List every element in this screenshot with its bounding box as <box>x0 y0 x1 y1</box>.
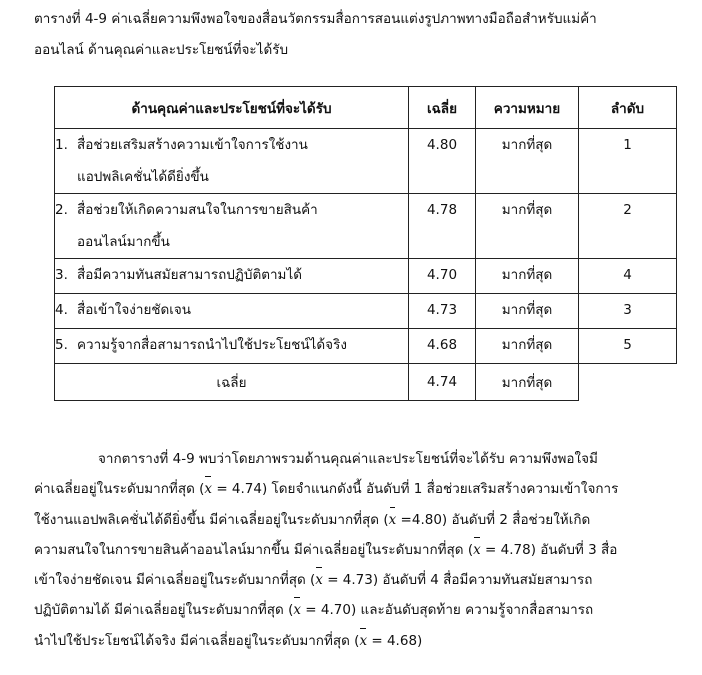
header-aspect: ด้านคุณค่าและประโยชน์ที่จะได้รับ <box>55 87 409 129</box>
paragraph-line: จากตารางที่ 4-9 พบว่าโดยภาพรวมด้านคุณค่าและประโยชน์ที่จะได้รับ ความพึงพอใจมี <box>98 451 598 467</box>
header-rank: ลำดับ <box>579 87 677 129</box>
header-mean: เฉลี่ย <box>409 87 476 129</box>
caption-line-1: ตารางที่ 4-9 ค่าเฉลี่ยความพึงพอใจของสื่อนวัตกรรมสื่อการสอนแต่งรูปภาพทางมือถือสำหรับแม่ค้า <box>34 11 597 27</box>
meaning-cell: มากที่สุด <box>476 294 579 329</box>
satisfaction-table <box>54 86 677 401</box>
paragraph-line: ค่าเฉลี่ยอยู่ในระดับมากที่สุด (x = 4.74) โดยจำแนกดังนี้ อันดับที่ 1 สื่อช่วยเสริมสร้างความเข้าใจการ <box>34 474 680 504</box>
x-bar-symbol: x <box>359 626 367 656</box>
average-row <box>55 364 677 401</box>
rank-cell: 4 <box>579 259 677 294</box>
x-bar-symbol: x <box>293 595 301 625</box>
rank-cell: 3 <box>579 294 677 329</box>
item-number: 4. <box>55 302 68 318</box>
item-text-line-1: สื่อเข้าใจง่ายชัดเจน <box>77 302 192 318</box>
x-bar-symbol: x <box>473 535 481 565</box>
mean-cell: 4.73 <box>409 294 476 329</box>
item-number: 3. <box>55 267 68 283</box>
mean-cell: 4.68 <box>409 329 476 364</box>
item-text-line-1: สื่อช่วยเสริมสร้างความเข้าใจการใช้งาน <box>77 137 308 153</box>
table-row <box>55 194 677 259</box>
table-caption <box>34 4 684 66</box>
meaning-cell: มากที่สุด <box>476 259 579 294</box>
table-row <box>55 259 677 294</box>
rank-cell: 5 <box>579 329 677 364</box>
header-meaning: ความหมาย <box>476 87 579 129</box>
meaning-cell: มากที่สุด <box>476 194 579 259</box>
x-bar-symbol: x <box>204 474 212 504</box>
x-bar-symbol: x <box>389 505 397 535</box>
table-row <box>55 329 677 364</box>
x-bar-symbol: x <box>315 565 323 595</box>
table-row <box>55 294 677 329</box>
item-cell <box>55 329 409 364</box>
item-text-line-2: แอปพลิเคชั่นได้ดียิ่งขึ้น <box>77 169 209 185</box>
item-text-line-1: ความรู้จากสื่อสามารถนำไปใช้ประโยชน์ได้จริง <box>77 337 347 353</box>
item-text-line-1: สื่อมีความทันสมัยสามารถปฏิบัติตามได้ <box>77 267 303 283</box>
item-text-line-1: สื่อช่วยให้เกิดความสนใจในการขายสินค้า <box>77 202 318 218</box>
item-text-line-2: ออนไลน์มากขึ้น <box>77 234 170 250</box>
item-cell <box>55 259 409 294</box>
paragraph-line: ใช้งานแอปพลิเคชั่นได้ดียิ่งขึ้น มีค่าเฉลี่ยอยู่ในระดับมากที่สุด (x =4.80) อันดับที่ 2 สื่อช่วยให้เกิด <box>34 505 680 535</box>
paragraph-line: เข้าใจง่ายชัดเจน มีค่าเฉลี่ยอยู่ในระดับมากที่สุด (x = 4.73) อันดับที่ 4 สื่อมีความทันสมัยสามารถ <box>34 565 680 595</box>
rank-cell: 1 <box>579 129 677 194</box>
item-cell <box>55 294 409 329</box>
meaning-cell: มากที่สุด <box>476 129 579 194</box>
paragraph-line: นำไปใช้ประโยชน์ได้จริง มีค่าเฉลี่ยอยู่ในระดับมากที่สุด (x = 4.68) <box>34 626 680 656</box>
meaning-cell: มากที่สุด <box>476 329 579 364</box>
average-label: เฉลี่ย <box>55 364 409 401</box>
mean-cell: 4.70 <box>409 259 476 294</box>
item-number: 2. <box>55 202 68 218</box>
average-meaning: มากที่สุด <box>476 364 579 401</box>
rank-cell: 2 <box>579 194 677 259</box>
table-row <box>55 129 677 194</box>
average-mean: 4.74 <box>409 364 476 401</box>
paragraph-line: ปฏิบัติตามได้ มีค่าเฉลี่ยอยู่ในระดับมากที่สุด (x = 4.70) และอันดับสุดท้าย ความรู้จากสื่อสามารถ <box>34 595 680 625</box>
item-cell <box>55 194 409 259</box>
mean-cell: 4.80 <box>409 129 476 194</box>
paragraph-line: ความสนใจในการขายสินค้าออนไลน์มากขึ้น มีค่าเฉลี่ยอยู่ในระดับมากที่สุด (x = 4.78) อันดับที่ 3 สื่อ <box>34 535 680 565</box>
item-number: 1. <box>55 137 68 153</box>
caption-line-2: ออนไลน์ ด้านคุณค่าและประโยชน์ที่จะได้รับ <box>34 42 289 58</box>
summary-paragraph <box>34 444 680 656</box>
average-rank-blank <box>579 364 677 401</box>
item-cell <box>55 129 409 194</box>
table-header-row <box>55 87 677 129</box>
mean-cell: 4.78 <box>409 194 476 259</box>
item-number: 5. <box>55 337 68 353</box>
